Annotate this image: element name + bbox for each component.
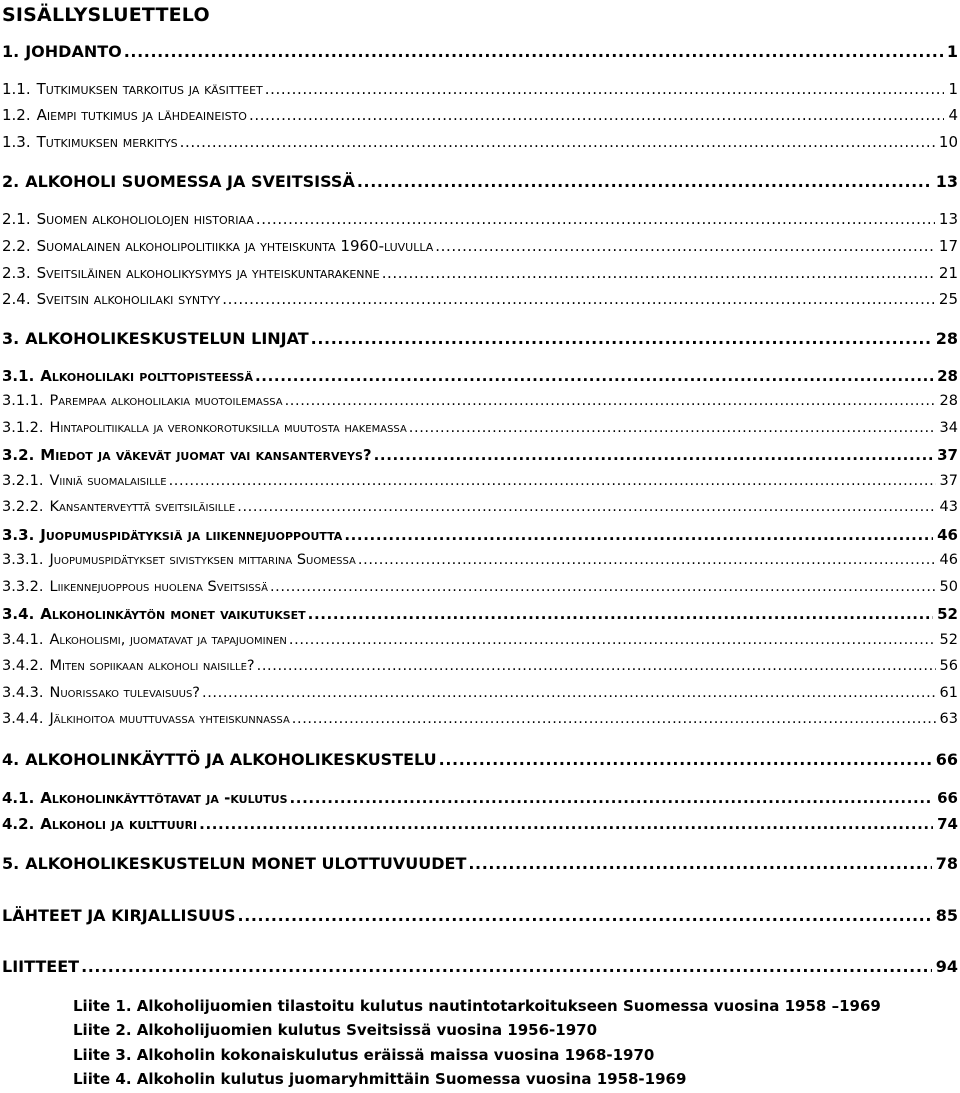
toc-entry-page: 61 xyxy=(939,685,958,701)
dot-leader xyxy=(256,210,935,228)
toc-entry-number: 3.4.1. xyxy=(2,632,44,648)
dot-leader xyxy=(199,815,933,833)
toc-entry-number: 2.1. xyxy=(2,210,31,228)
toc-entry-number: 2.3. xyxy=(2,264,31,282)
toc-entry-page: 66 xyxy=(935,750,958,769)
toc-entry-number: 3.3.1. xyxy=(2,552,44,568)
toc-entry-number: 3.2.2. xyxy=(2,499,44,515)
toc-entry-number: 3.4.2. xyxy=(2,658,44,674)
toc-entry-title: Tutkimuksen merkitys xyxy=(36,133,178,151)
toc-entry[interactable] xyxy=(2,632,958,648)
toc-entry-number: 2.2. xyxy=(2,237,31,255)
toc-entry-page: 52 xyxy=(939,632,958,648)
dot-leader xyxy=(290,789,934,807)
toc-entry-title: Alkoholinkäyttötavat ja -kulutus xyxy=(40,789,288,807)
dot-leader xyxy=(409,420,936,436)
toc-entry-page: 34 xyxy=(939,420,958,436)
toc-entry-number: 5. xyxy=(2,854,20,873)
dot-leader xyxy=(255,367,933,385)
toc-entry[interactable] xyxy=(2,552,958,568)
toc-entry-page: 28 xyxy=(939,393,958,409)
toc-entry-page: 85 xyxy=(935,906,958,925)
toc-entry-title: Tutkimuksen tarkoitus ja käsitteet xyxy=(36,80,263,98)
toc-entry[interactable] xyxy=(2,42,958,61)
toc-entry[interactable] xyxy=(2,133,958,151)
dot-leader xyxy=(238,906,932,925)
toc-entry-title: Alkoholismi, juomatavat ja tapajuominen xyxy=(49,632,287,648)
dot-leader xyxy=(285,393,936,409)
toc-entry-page: 94 xyxy=(935,957,958,976)
dot-leader xyxy=(382,264,935,282)
toc-entry-page: 10 xyxy=(938,133,958,151)
toc-entry-page: 63 xyxy=(939,711,958,727)
toc-entry[interactable] xyxy=(2,446,958,464)
toc-entry[interactable] xyxy=(2,367,958,385)
toc-entry-number: 3.1.2. xyxy=(2,420,44,436)
toc-entry-title: Juopumuspidätyksiä ja liikennejuoppoutta xyxy=(40,526,343,544)
dot-leader xyxy=(439,750,932,769)
toc-entry-title: Jälkihoitoa muuttuvassa yhteiskunnassa xyxy=(49,711,290,727)
toc-entry-page: 4 xyxy=(948,106,958,124)
toc-entry-title: Alkoholi ja kulttuuri xyxy=(40,815,198,833)
toc-entry-page: 25 xyxy=(938,290,958,308)
toc-entry-title: Suomalainen alkoholipolitiikka ja yhteiskunta 1960-luvulla xyxy=(36,237,434,255)
dot-leader xyxy=(311,329,932,348)
dot-leader xyxy=(358,552,936,568)
toc-entry-page: 46 xyxy=(939,552,958,568)
toc-entry[interactable] xyxy=(2,658,958,674)
toc-entry[interactable] xyxy=(2,264,958,282)
toc-entry[interactable] xyxy=(2,605,958,623)
dot-leader xyxy=(270,579,936,595)
toc-entry-title: Juopumuspidätykset sivistyksen mittarina Suomessa xyxy=(49,552,356,568)
appendix-item[interactable]: Liite 3. Alkoholin kokonaiskulutus eräissä maissa vuosina 1968-1970 xyxy=(73,1046,655,1064)
toc-entry-title: ALKOHOLINKÄYTTÖ JA ALKOHOLIKESKUSTELU xyxy=(25,750,437,769)
toc-entry[interactable] xyxy=(2,106,958,124)
toc-entry-number: 3.4.4. xyxy=(2,711,44,727)
toc-entry-page: 50 xyxy=(939,579,958,595)
appendix-item[interactable]: Liite 1. Alkoholijuomien tilastoitu kulutus nautintotarkoitukseen Suomessa vuosina 1958 –1969 xyxy=(73,997,881,1015)
toc-entry-page: 66 xyxy=(937,789,958,807)
toc-entry[interactable] xyxy=(2,473,958,489)
dot-leader xyxy=(249,106,945,124)
toc-entry-title: Parempaa alkoholilakia muotoilemassa xyxy=(49,393,283,409)
toc-entry-title: Sveitsin alkoholilaki syntyy xyxy=(36,290,221,308)
toc-entry-number: 3.2. xyxy=(2,446,35,464)
toc-entry-number: 3.1.1. xyxy=(2,393,44,409)
toc-entry[interactable] xyxy=(2,329,958,348)
toc-entry-number: 3.4. xyxy=(2,605,35,623)
toc-entry[interactable] xyxy=(2,854,958,873)
toc-entry-page: 52 xyxy=(937,605,958,623)
toc-entry[interactable] xyxy=(2,906,958,925)
toc-entry-page: 17 xyxy=(938,237,958,255)
toc-entry[interactable] xyxy=(2,393,958,409)
toc-entry-number: 3.2.1. xyxy=(2,473,44,489)
toc-entry[interactable] xyxy=(2,290,958,308)
dot-leader xyxy=(308,605,933,623)
toc-entry[interactable] xyxy=(2,815,958,833)
toc-entry-title: Sveitsiläinen alkoholikysymys ja yhteiskuntarakenne xyxy=(36,264,380,282)
toc-entry-number: 4.2. xyxy=(2,815,35,833)
toc-entry-title: ALKOHOLIKESKUSTELUN MONET ULOTTUVUUDET xyxy=(25,854,467,873)
toc-entry[interactable] xyxy=(2,789,958,807)
toc-entry-page: 78 xyxy=(935,854,958,873)
dot-leader xyxy=(265,80,945,98)
toc-entry-page: 74 xyxy=(937,815,958,833)
toc-entry-title: JOHDANTO xyxy=(25,42,122,61)
toc-entry-page: 37 xyxy=(939,473,958,489)
toc-entry-page: 13 xyxy=(938,210,958,228)
toc-entry-page: 46 xyxy=(937,526,958,544)
toc-entry-title: Miten sopiikaan alkoholi naisille? xyxy=(49,658,255,674)
appendix-item[interactable]: Liite 2. Alkoholijuomien kulutus Sveitsissä vuosina 1956-1970 xyxy=(73,1021,598,1039)
toc-entry-number: 4. xyxy=(2,750,20,769)
toc-entry-page: 28 xyxy=(937,367,958,385)
toc-entry-title: Aiempi tutkimus ja lähdeaineisto xyxy=(36,106,247,124)
toc-entry-title: Alkoholinkäytön monet vaikutukset xyxy=(40,605,306,623)
toc-entry-number: 4.1. xyxy=(2,789,35,807)
toc-entry-title: ALKOHOLI SUOMESSA JA SVEITSISSÄ xyxy=(25,172,355,191)
toc-entry-title: ALKOHOLIKESKUSTELUN LINJAT xyxy=(25,329,309,348)
toc-entry[interactable] xyxy=(2,237,958,255)
appendix-item[interactable]: Liite 4. Alkoholin kulutus juomaryhmittäin Suomessa vuosina 1958-1969 xyxy=(73,1070,687,1088)
toc-entry-number: 3.3. xyxy=(2,526,35,544)
toc-entry-title: Liikennejuoppous huolena Sveitsissä xyxy=(49,579,268,595)
toc-entry-number: 3.4.3. xyxy=(2,685,44,701)
toc-entry[interactable] xyxy=(2,711,958,727)
toc-entry-page: 1 xyxy=(946,42,958,61)
toc-entry-number: 3.1. xyxy=(2,367,35,385)
toc-entry-number: 1.1. xyxy=(2,80,31,98)
toc-entry-title: Kansanterveyttä sveitsiläisille xyxy=(49,499,236,515)
page-title: SISÄLLYSLUETTELO xyxy=(2,4,210,26)
toc-entry-number: 3.3.2. xyxy=(2,579,44,595)
dot-leader xyxy=(257,658,936,674)
toc-entry[interactable] xyxy=(2,80,958,98)
toc-entry-number: 2. xyxy=(2,172,20,191)
dot-leader xyxy=(292,711,936,727)
toc-entry-title: Viiniä suomalaisille xyxy=(49,473,167,489)
toc-entry-number: 1.3. xyxy=(2,133,31,151)
toc-entry-number: 1.2. xyxy=(2,106,31,124)
dot-leader xyxy=(435,237,935,255)
dot-leader xyxy=(374,446,934,464)
toc-entry-title: Hintapolitiikalla ja veronkorotuksilla muutosta hakemassa xyxy=(49,420,407,436)
toc-entry-title: LIITTEET xyxy=(2,957,80,976)
toc-entry-number: 1. xyxy=(2,42,20,61)
toc-entry[interactable] xyxy=(2,957,958,976)
toc-entry[interactable] xyxy=(2,750,958,769)
toc-entry-title: LÄHTEET JA KIRJALLISUUS xyxy=(2,906,236,925)
toc-entry-title: Miedot ja väkevät juomat vai kansanterveys? xyxy=(40,446,372,464)
toc-entry-number: 2.4. xyxy=(2,290,31,308)
toc-entry-title: Alkoholilaki polttopisteessä xyxy=(40,367,253,385)
dot-leader xyxy=(344,526,933,544)
toc-entry[interactable] xyxy=(2,172,958,191)
toc-entry[interactable] xyxy=(2,420,958,436)
toc-entry-title: Suomen alkoholiolojen historiaa xyxy=(36,210,254,228)
toc-entry-page: 28 xyxy=(935,329,958,348)
dot-leader xyxy=(357,172,932,191)
toc-entry[interactable] xyxy=(2,526,958,544)
toc-entry-page: 1 xyxy=(948,80,958,98)
dot-leader xyxy=(237,499,935,515)
dot-leader xyxy=(81,957,932,976)
toc-entry-title: Nuorissako tulevaisuus? xyxy=(49,685,201,701)
toc-entry-page: 21 xyxy=(938,264,958,282)
toc-entry-page: 13 xyxy=(935,172,958,191)
dot-leader xyxy=(124,42,943,61)
toc-entry[interactable] xyxy=(2,210,958,228)
dot-leader xyxy=(468,854,931,873)
toc-entry-page: 43 xyxy=(939,499,958,515)
toc-entry-page: 37 xyxy=(937,446,958,464)
dot-leader xyxy=(222,290,935,308)
toc-entry[interactable] xyxy=(2,685,958,701)
toc-entry-page: 56 xyxy=(939,658,958,674)
toc-entry[interactable] xyxy=(2,499,958,515)
toc-entry[interactable] xyxy=(2,579,958,595)
toc-entry-number: 3. xyxy=(2,329,20,348)
dot-leader xyxy=(289,632,936,648)
dot-leader xyxy=(180,133,935,151)
dot-leader xyxy=(202,685,936,701)
dot-leader xyxy=(169,473,936,489)
